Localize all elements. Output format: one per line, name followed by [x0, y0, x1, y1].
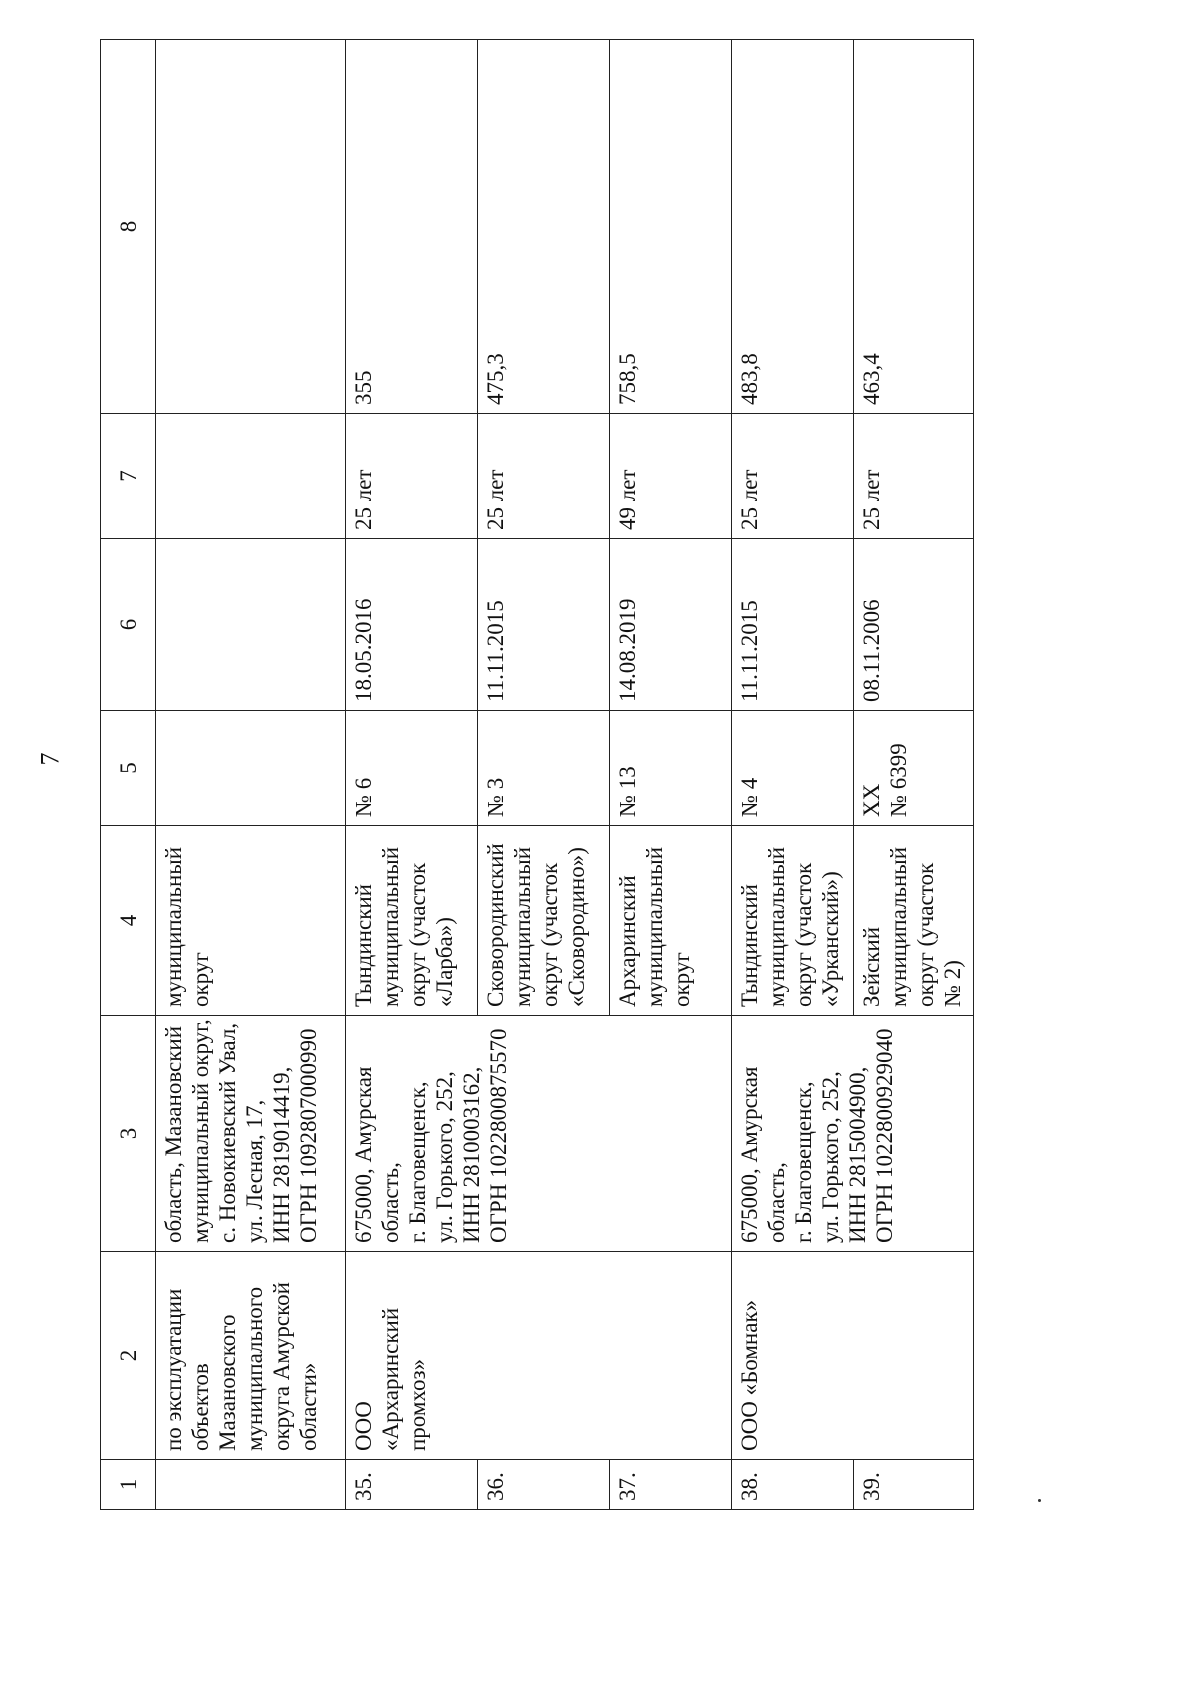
document-number-line: № 6399 [886, 743, 911, 817]
hunting-area-line: округ [669, 952, 694, 1007]
cont-area-cell [156, 826, 346, 1016]
table-row [732, 40, 854, 1510]
address-line: ул. Горького, 252, [432, 1071, 457, 1243]
cont-address-cell-line: муниципальный округ, [188, 1019, 213, 1243]
cont-num-cell [156, 1460, 346, 1510]
hunting-area-line: Зейский [859, 926, 884, 1007]
hunting-area-line: «Ларба») [432, 917, 457, 1007]
header-col-8: 8 [101, 40, 156, 414]
hunting-area-line: муниципальный [764, 846, 789, 1007]
header-col-7: 7 [101, 414, 156, 539]
cont-address-cell-line: ул. Лесная, 17, [242, 1099, 267, 1243]
hunting-area-line: муниципальный [886, 846, 911, 1007]
hunting-area-line: Тындинский [737, 884, 762, 1007]
row-number-cell: 36. [478, 1460, 610, 1510]
page-number: 7 [35, 752, 65, 766]
cont-org-cell-line: округа Амурской [269, 1282, 294, 1451]
cont-term-cell [156, 414, 346, 539]
area-value-cell: 475,3 [478, 40, 610, 414]
document-number-cell [610, 711, 732, 826]
cont-address-cell-line: область, Мазановский [161, 1025, 186, 1243]
term-cell: 49 лет [610, 414, 732, 539]
cont-org-cell-line: Мазановского [215, 1314, 240, 1451]
cont-org-cell-line: объектов [188, 1363, 213, 1451]
hunting-area-line: округ (участок [791, 862, 816, 1007]
address-cell [346, 1016, 732, 1252]
document-number-cell [346, 711, 478, 826]
hunting-area-line: округ (участок [537, 862, 562, 1007]
hunting-area-line: № 2) [940, 960, 965, 1007]
organization-cell [732, 1252, 974, 1460]
term-cell: 25 лет [854, 414, 974, 539]
row-number-cell: 37. [610, 1460, 732, 1510]
hunting-area-line: округ (участок [913, 862, 938, 1007]
row-number-cell: 38. [732, 1460, 854, 1510]
document-number-line: № 13 [615, 766, 640, 817]
hunting-area-line: Сковородинский [483, 843, 508, 1007]
term-cell: 25 лет [478, 414, 610, 539]
continuation-row [156, 40, 346, 1510]
document-number-cell [478, 711, 610, 826]
header-col-2: 2 [101, 1252, 156, 1460]
organization-line: «Архаринский [378, 1307, 403, 1451]
header-col-1: 1 [101, 1460, 156, 1510]
address-line: ИНН 2815004900, [845, 1066, 870, 1243]
header-col-5: 5 [101, 711, 156, 826]
header-col-6: 6 [101, 539, 156, 711]
organization-cell [346, 1252, 732, 1460]
scan-speck [1038, 1499, 1041, 1502]
term-cell: 25 лет [732, 414, 854, 539]
address-line: ОГРН 1022800929040 [872, 1028, 897, 1243]
date-cell: 11.11.2015 [732, 539, 854, 711]
hunting-area-line: «Сковородино») [564, 847, 589, 1007]
cont-org-cell-line: муниципального [242, 1286, 267, 1451]
address-line: область, [378, 1162, 403, 1243]
hunting-area-line: Архаринский [615, 875, 640, 1007]
hunting-area-cell [478, 826, 610, 1016]
hunting-grounds-table [100, 39, 974, 1510]
address-line: 675000, Амурская [737, 1066, 762, 1243]
row-number-cell: 39. [854, 1460, 974, 1510]
address-line: ул. Горького, 252, [818, 1071, 843, 1243]
address-line: г. Благовещенск, [405, 1081, 430, 1243]
address-line: 675000, Амурская [351, 1066, 376, 1243]
date-cell: 11.11.2015 [478, 539, 610, 711]
area-value-cell: 463,4 [854, 40, 974, 414]
table-row [346, 40, 478, 1510]
hunting-area-cell [854, 826, 974, 1016]
organization-line: ООО «Бомнак» [737, 1299, 762, 1451]
hunting-area-cell [346, 826, 478, 1016]
address-line: область, [764, 1162, 789, 1243]
hunting-area-line: «Урканский») [818, 871, 843, 1007]
document-number-line: № 3 [483, 777, 508, 817]
document-number-cell [732, 711, 854, 826]
header-col-4: 4 [101, 826, 156, 1016]
document-number-cell [854, 711, 974, 826]
area-value-cell: 483,8 [732, 40, 854, 414]
area-value-cell: 355 [346, 40, 478, 414]
cont-org-cell-line: по эксплуатации [161, 1288, 186, 1451]
header-col-3: 3 [101, 1016, 156, 1252]
document-number-line: № 6 [351, 777, 376, 817]
address-line: ИНН 2810003162, [459, 1066, 484, 1243]
cont-address-cell-line: ОГРН 1092807000990 [296, 1028, 321, 1243]
hunting-area-line: муниципальный [378, 846, 403, 1007]
hunting-area-cell [732, 826, 854, 1016]
organization-line: промхоз» [405, 1358, 430, 1451]
document-number-line: № 4 [737, 777, 762, 817]
header-row [101, 40, 156, 1510]
date-cell: 18.05.2016 [346, 539, 478, 711]
date-cell: 14.08.2019 [610, 539, 732, 711]
area-value-cell: 758,5 [610, 40, 732, 414]
date-cell: 08.11.2006 [854, 539, 974, 711]
cont-address-cell-line: с. Новокиевский Увал, [215, 1022, 240, 1243]
hunting-area-line: муниципальный [642, 846, 667, 1007]
cont-date-cell [156, 539, 346, 711]
organization-line: ООО [351, 1401, 376, 1451]
address-line: г. Благовещенск, [791, 1081, 816, 1243]
cont-org-cell [156, 1252, 346, 1460]
cont-area-cell-line: округ [188, 952, 213, 1007]
cont-value-cell [156, 40, 346, 414]
term-cell: 25 лет [346, 414, 478, 539]
hunting-area-line: округ (участок [405, 862, 430, 1007]
cont-address-cell [156, 1016, 346, 1252]
hunting-area-cell [610, 826, 732, 1016]
cont-area-cell-line: муниципальный [161, 846, 186, 1007]
address-cell [732, 1016, 974, 1252]
row-number-cell: 35. [346, 1460, 478, 1510]
table-rotated-container [100, 40, 1030, 1510]
cont-address-cell-line: ИНН 2819014419, [269, 1066, 294, 1243]
cont-doc-cell [156, 711, 346, 826]
document-number-line: XX [859, 783, 884, 817]
hunting-area-line: муниципальный [510, 846, 535, 1007]
hunting-area-line: Тындинский [351, 884, 376, 1007]
address-line: ОГРН 1022800875570 [486, 1028, 511, 1243]
cont-org-cell-line: области» [296, 1362, 321, 1451]
